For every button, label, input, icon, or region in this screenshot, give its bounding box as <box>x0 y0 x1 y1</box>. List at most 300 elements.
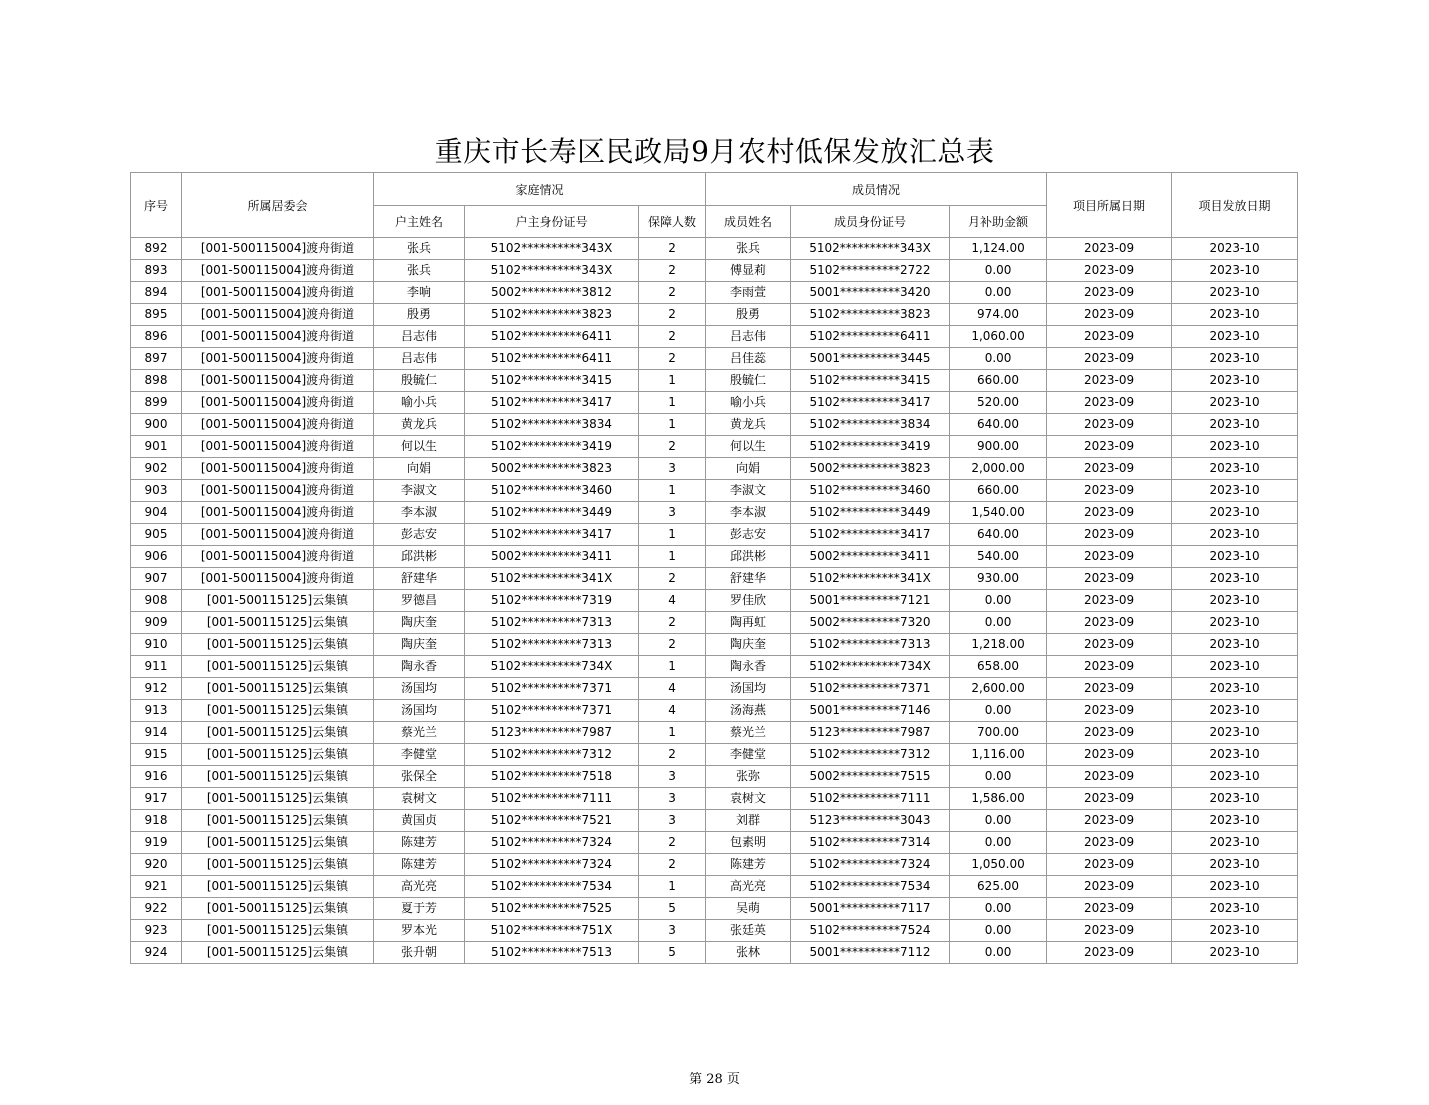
header-amount: 月补助金额 <box>950 206 1047 238</box>
release-date-cell: 2023-10 <box>1172 898 1298 920</box>
header-member-name: 成员姓名 <box>706 206 791 238</box>
seq-cell: 905 <box>131 524 182 546</box>
count-cell: 1 <box>639 414 706 436</box>
amount-cell: 1,540.00 <box>950 502 1047 524</box>
head-id-cell: 5102**********3834 <box>465 414 639 436</box>
count-cell: 4 <box>639 590 706 612</box>
head-id-cell: 5102**********7518 <box>465 766 639 788</box>
count-cell: 2 <box>639 612 706 634</box>
committee-cell: [001-500115125]云集镇 <box>182 832 374 854</box>
table-row <box>131 942 1298 964</box>
amount-cell: 625.00 <box>950 876 1047 898</box>
member-name-cell: 刘群 <box>706 810 791 832</box>
count-cell: 2 <box>639 568 706 590</box>
head-id-cell: 5123**********7987 <box>465 722 639 744</box>
committee-cell: [001-500115125]云集镇 <box>182 612 374 634</box>
amount-cell: 1,124.00 <box>950 238 1047 260</box>
seq-cell: 910 <box>131 634 182 656</box>
release-date-cell: 2023-10 <box>1172 810 1298 832</box>
head-name-cell: 李淑文 <box>374 480 465 502</box>
committee-cell: [001-500115004]渡舟街道 <box>182 260 374 282</box>
member-id-cell: 5102**********7314 <box>791 832 950 854</box>
member-id-cell: 5102**********341X <box>791 568 950 590</box>
seq-cell: 920 <box>131 854 182 876</box>
member-name-cell: 张廷英 <box>706 920 791 942</box>
project-date-cell: 2023-09 <box>1047 722 1172 744</box>
member-name-cell: 张弥 <box>706 766 791 788</box>
head-name-cell: 何以生 <box>374 436 465 458</box>
project-date-cell: 2023-09 <box>1047 766 1172 788</box>
committee-cell: [001-500115125]云集镇 <box>182 854 374 876</box>
release-date-cell: 2023-10 <box>1172 590 1298 612</box>
table-row <box>131 722 1298 744</box>
project-date-cell: 2023-09 <box>1047 546 1172 568</box>
table-row <box>131 876 1298 898</box>
head-id-cell: 5102**********7313 <box>465 634 639 656</box>
head-name-cell: 吕志伟 <box>374 348 465 370</box>
count-cell: 4 <box>639 700 706 722</box>
table-row <box>131 920 1298 942</box>
member-name-cell: 吕志伟 <box>706 326 791 348</box>
head-name-cell: 张保全 <box>374 766 465 788</box>
head-id-cell: 5102**********7521 <box>465 810 639 832</box>
count-cell: 2 <box>639 854 706 876</box>
page-number: 第 28 页 <box>689 1072 740 1087</box>
amount-cell: 640.00 <box>950 524 1047 546</box>
member-name-cell: 汤国均 <box>706 678 791 700</box>
committee-cell: [001-500115125]云集镇 <box>182 678 374 700</box>
amount-cell: 0.00 <box>950 348 1047 370</box>
head-id-cell: 5102**********343X <box>465 238 639 260</box>
table-row <box>131 304 1298 326</box>
header-project-date: 项目所属日期 <box>1047 173 1172 238</box>
release-date-cell: 2023-10 <box>1172 260 1298 282</box>
committee-cell: [001-500115004]渡舟街道 <box>182 392 374 414</box>
member-id-cell: 5123**********3043 <box>791 810 950 832</box>
member-id-cell: 5102**********3834 <box>791 414 950 436</box>
amount-cell: 658.00 <box>950 656 1047 678</box>
committee-cell: [001-500115004]渡舟街道 <box>182 480 374 502</box>
head-name-cell: 高光亮 <box>374 876 465 898</box>
member-name-cell: 吴萌 <box>706 898 791 920</box>
amount-cell: 0.00 <box>950 766 1047 788</box>
head-id-cell: 5102**********6411 <box>465 326 639 348</box>
header-family-group: 家庭情况 <box>374 173 706 206</box>
amount-cell: 930.00 <box>950 568 1047 590</box>
head-id-cell: 5102**********7324 <box>465 832 639 854</box>
member-name-cell: 陶庆奎 <box>706 634 791 656</box>
release-date-cell: 2023-10 <box>1172 678 1298 700</box>
member-id-cell: 5102**********734X <box>791 656 950 678</box>
head-id-cell: 5102**********7371 <box>465 700 639 722</box>
committee-cell: [001-500115125]云集镇 <box>182 700 374 722</box>
amount-cell: 700.00 <box>950 722 1047 744</box>
release-date-cell: 2023-10 <box>1172 436 1298 458</box>
seq-cell: 916 <box>131 766 182 788</box>
release-date-cell: 2023-10 <box>1172 722 1298 744</box>
member-id-cell: 5001**********7117 <box>791 898 950 920</box>
committee-cell: [001-500115004]渡舟街道 <box>182 414 374 436</box>
head-id-cell: 5102**********7525 <box>465 898 639 920</box>
amount-cell: 1,218.00 <box>950 634 1047 656</box>
seq-cell: 896 <box>131 326 182 348</box>
member-name-cell: 蔡光兰 <box>706 722 791 744</box>
member-id-cell: 5102**********6411 <box>791 326 950 348</box>
table-row <box>131 546 1298 568</box>
committee-cell: [001-500115125]云集镇 <box>182 898 374 920</box>
amount-cell: 660.00 <box>950 480 1047 502</box>
committee-cell: [001-500115004]渡舟街道 <box>182 326 374 348</box>
release-date-cell: 2023-10 <box>1172 744 1298 766</box>
seq-cell: 921 <box>131 876 182 898</box>
table-row <box>131 480 1298 502</box>
member-name-cell: 李健堂 <box>706 744 791 766</box>
project-date-cell: 2023-09 <box>1047 942 1172 964</box>
table-row <box>131 370 1298 392</box>
amount-cell: 0.00 <box>950 612 1047 634</box>
count-cell: 2 <box>639 832 706 854</box>
seq-cell: 924 <box>131 942 182 964</box>
member-id-cell: 5102**********7312 <box>791 744 950 766</box>
head-id-cell: 5102**********7111 <box>465 788 639 810</box>
member-id-cell: 5102**********3419 <box>791 436 950 458</box>
count-cell: 2 <box>639 282 706 304</box>
seq-cell: 894 <box>131 282 182 304</box>
head-name-cell: 张兵 <box>374 260 465 282</box>
release-date-cell: 2023-10 <box>1172 326 1298 348</box>
head-name-cell: 李健堂 <box>374 744 465 766</box>
release-date-cell: 2023-10 <box>1172 524 1298 546</box>
head-name-cell: 罗本光 <box>374 920 465 942</box>
seq-cell: 895 <box>131 304 182 326</box>
member-name-cell: 陶永香 <box>706 656 791 678</box>
table-row <box>131 854 1298 876</box>
head-name-cell: 蔡光兰 <box>374 722 465 744</box>
seq-cell: 892 <box>131 238 182 260</box>
member-name-cell: 李淑文 <box>706 480 791 502</box>
project-date-cell: 2023-09 <box>1047 700 1172 722</box>
table-row <box>131 238 1298 260</box>
head-id-cell: 5102**********751X <box>465 920 639 942</box>
committee-cell: [001-500115004]渡舟街道 <box>182 238 374 260</box>
head-name-cell: 邱洪彬 <box>374 546 465 568</box>
project-date-cell: 2023-09 <box>1047 436 1172 458</box>
member-id-cell: 5102**********3417 <box>791 524 950 546</box>
release-date-cell: 2023-10 <box>1172 568 1298 590</box>
header-committee: 所属居委会 <box>182 173 374 238</box>
table-row <box>131 678 1298 700</box>
project-date-cell: 2023-09 <box>1047 370 1172 392</box>
amount-cell: 0.00 <box>950 590 1047 612</box>
count-cell: 2 <box>639 634 706 656</box>
project-date-cell: 2023-09 <box>1047 854 1172 876</box>
project-date-cell: 2023-09 <box>1047 590 1172 612</box>
member-id-cell: 5002**********3823 <box>791 458 950 480</box>
header-seq: 序号 <box>131 173 182 238</box>
project-date-cell: 2023-09 <box>1047 502 1172 524</box>
count-cell: 1 <box>639 524 706 546</box>
amount-cell: 640.00 <box>950 414 1047 436</box>
amount-cell: 0.00 <box>950 810 1047 832</box>
table-row <box>131 766 1298 788</box>
seq-cell: 911 <box>131 656 182 678</box>
member-id-cell: 5102**********3460 <box>791 480 950 502</box>
count-cell: 4 <box>639 678 706 700</box>
head-id-cell: 5102**********3823 <box>465 304 639 326</box>
release-date-cell: 2023-10 <box>1172 788 1298 810</box>
project-date-cell: 2023-09 <box>1047 678 1172 700</box>
header-release-date: 项目发放日期 <box>1172 173 1298 238</box>
member-name-cell: 张兵 <box>706 238 791 260</box>
table-row <box>131 326 1298 348</box>
release-date-cell: 2023-10 <box>1172 832 1298 854</box>
head-id-cell: 5102**********734X <box>465 656 639 678</box>
seq-cell: 897 <box>131 348 182 370</box>
member-name-cell: 高光亮 <box>706 876 791 898</box>
table-row <box>131 392 1298 414</box>
committee-cell: [001-500115004]渡舟街道 <box>182 436 374 458</box>
committee-cell: [001-500115125]云集镇 <box>182 656 374 678</box>
release-date-cell: 2023-10 <box>1172 348 1298 370</box>
release-date-cell: 2023-10 <box>1172 414 1298 436</box>
table-row <box>131 612 1298 634</box>
member-name-cell: 汤海燕 <box>706 700 791 722</box>
member-name-cell: 傅显莉 <box>706 260 791 282</box>
head-id-cell: 5002**********3812 <box>465 282 639 304</box>
table-row <box>131 656 1298 678</box>
seq-cell: 909 <box>131 612 182 634</box>
head-name-cell: 张升朝 <box>374 942 465 964</box>
seq-cell: 907 <box>131 568 182 590</box>
release-date-cell: 2023-10 <box>1172 304 1298 326</box>
member-name-cell: 罗佳欣 <box>706 590 791 612</box>
head-id-cell: 5102**********3415 <box>465 370 639 392</box>
project-date-cell: 2023-09 <box>1047 656 1172 678</box>
seq-cell: 899 <box>131 392 182 414</box>
amount-cell: 0.00 <box>950 942 1047 964</box>
seq-cell: 923 <box>131 920 182 942</box>
count-cell: 2 <box>639 260 706 282</box>
amount-cell: 0.00 <box>950 920 1047 942</box>
amount-cell: 0.00 <box>950 282 1047 304</box>
table-row <box>131 524 1298 546</box>
head-name-cell: 彭志安 <box>374 524 465 546</box>
member-id-cell: 5102**********343X <box>791 238 950 260</box>
project-date-cell: 2023-09 <box>1047 282 1172 304</box>
head-id-cell: 5102**********3460 <box>465 480 639 502</box>
count-cell: 3 <box>639 766 706 788</box>
member-name-cell: 吕佳蕊 <box>706 348 791 370</box>
project-date-cell: 2023-09 <box>1047 744 1172 766</box>
head-name-cell: 喻小兵 <box>374 392 465 414</box>
seq-cell: 918 <box>131 810 182 832</box>
seq-cell: 922 <box>131 898 182 920</box>
count-cell: 3 <box>639 458 706 480</box>
project-date-cell: 2023-09 <box>1047 348 1172 370</box>
release-date-cell: 2023-10 <box>1172 392 1298 414</box>
committee-cell: [001-500115125]云集镇 <box>182 744 374 766</box>
head-name-cell: 陶庆奎 <box>374 612 465 634</box>
member-id-cell: 5102**********7111 <box>791 788 950 810</box>
release-date-cell: 2023-10 <box>1172 612 1298 634</box>
committee-cell: [001-500115125]云集镇 <box>182 920 374 942</box>
amount-cell: 974.00 <box>950 304 1047 326</box>
count-cell: 2 <box>639 238 706 260</box>
member-id-cell: 5002**********7320 <box>791 612 950 634</box>
member-name-cell: 舒建华 <box>706 568 791 590</box>
member-id-cell: 5102**********7371 <box>791 678 950 700</box>
member-name-cell: 向娟 <box>706 458 791 480</box>
head-name-cell: 陶庆奎 <box>374 634 465 656</box>
seq-cell: 900 <box>131 414 182 436</box>
table-row <box>131 832 1298 854</box>
head-name-cell: 陈建芳 <box>374 854 465 876</box>
count-cell: 1 <box>639 546 706 568</box>
summary-table <box>130 172 1298 964</box>
head-id-cell: 5102**********341X <box>465 568 639 590</box>
committee-cell: [001-500115125]云集镇 <box>182 788 374 810</box>
release-date-cell: 2023-10 <box>1172 876 1298 898</box>
amount-cell: 1,116.00 <box>950 744 1047 766</box>
amount-cell: 0.00 <box>950 700 1047 722</box>
project-date-cell: 2023-09 <box>1047 260 1172 282</box>
release-date-cell: 2023-10 <box>1172 854 1298 876</box>
release-date-cell: 2023-10 <box>1172 282 1298 304</box>
table-row <box>131 282 1298 304</box>
committee-cell: [001-500115004]渡舟街道 <box>182 502 374 524</box>
project-date-cell: 2023-09 <box>1047 788 1172 810</box>
project-date-cell: 2023-09 <box>1047 612 1172 634</box>
member-name-cell: 张林 <box>706 942 791 964</box>
committee-cell: [001-500115125]云集镇 <box>182 766 374 788</box>
count-cell: 2 <box>639 326 706 348</box>
seq-cell: 893 <box>131 260 182 282</box>
committee-cell: [001-500115125]云集镇 <box>182 634 374 656</box>
head-name-cell: 殷毓仁 <box>374 370 465 392</box>
amount-cell: 1,060.00 <box>950 326 1047 348</box>
head-id-cell: 5102**********7534 <box>465 876 639 898</box>
member-name-cell: 殷勇 <box>706 304 791 326</box>
seq-cell: 904 <box>131 502 182 524</box>
head-name-cell: 殷勇 <box>374 304 465 326</box>
header-head-id: 户主身份证号 <box>465 206 639 238</box>
project-date-cell: 2023-09 <box>1047 480 1172 502</box>
table-row <box>131 634 1298 656</box>
project-date-cell: 2023-09 <box>1047 568 1172 590</box>
project-date-cell: 2023-09 <box>1047 304 1172 326</box>
member-name-cell: 殷毓仁 <box>706 370 791 392</box>
head-id-cell: 5002**********3823 <box>465 458 639 480</box>
head-id-cell: 5102**********7371 <box>465 678 639 700</box>
page-title: 重庆市长寿区民政局9月农村低保发放汇总表 <box>434 135 995 168</box>
head-id-cell: 5102**********3419 <box>465 436 639 458</box>
project-date-cell: 2023-09 <box>1047 524 1172 546</box>
seq-cell: 912 <box>131 678 182 700</box>
head-id-cell: 5102**********7513 <box>465 942 639 964</box>
project-date-cell: 2023-09 <box>1047 458 1172 480</box>
seq-cell: 915 <box>131 744 182 766</box>
seq-cell: 903 <box>131 480 182 502</box>
release-date-cell: 2023-10 <box>1172 942 1298 964</box>
amount-cell: 2,600.00 <box>950 678 1047 700</box>
committee-cell: [001-500115125]云集镇 <box>182 942 374 964</box>
release-date-cell: 2023-10 <box>1172 370 1298 392</box>
release-date-cell: 2023-10 <box>1172 546 1298 568</box>
head-name-cell: 李响 <box>374 282 465 304</box>
project-date-cell: 2023-09 <box>1047 238 1172 260</box>
amount-cell: 660.00 <box>950 370 1047 392</box>
member-id-cell: 5102**********7324 <box>791 854 950 876</box>
table-row <box>131 700 1298 722</box>
amount-cell: 1,050.00 <box>950 854 1047 876</box>
member-id-cell: 5102**********3823 <box>791 304 950 326</box>
head-name-cell: 李本淑 <box>374 502 465 524</box>
seq-cell: 919 <box>131 832 182 854</box>
committee-cell: [001-500115004]渡舟街道 <box>182 282 374 304</box>
seq-cell: 914 <box>131 722 182 744</box>
head-name-cell: 黄龙兵 <box>374 414 465 436</box>
head-name-cell: 张兵 <box>374 238 465 260</box>
project-date-cell: 2023-09 <box>1047 810 1172 832</box>
amount-cell: 0.00 <box>950 898 1047 920</box>
member-id-cell: 5102**********7524 <box>791 920 950 942</box>
count-cell: 1 <box>639 656 706 678</box>
committee-cell: [001-500115004]渡舟街道 <box>182 458 374 480</box>
table-row <box>131 260 1298 282</box>
member-id-cell: 5102**********3449 <box>791 502 950 524</box>
member-id-cell: 5102**********7313 <box>791 634 950 656</box>
committee-cell: [001-500115004]渡舟街道 <box>182 348 374 370</box>
table-row <box>131 502 1298 524</box>
count-cell: 3 <box>639 810 706 832</box>
count-cell: 5 <box>639 898 706 920</box>
head-id-cell: 5102**********3417 <box>465 524 639 546</box>
member-name-cell: 黄龙兵 <box>706 414 791 436</box>
member-id-cell: 5102**********3415 <box>791 370 950 392</box>
header-count: 保障人数 <box>639 206 706 238</box>
project-date-cell: 2023-09 <box>1047 414 1172 436</box>
amount-cell: 0.00 <box>950 832 1047 854</box>
member-name-cell: 李本淑 <box>706 502 791 524</box>
count-cell: 3 <box>639 920 706 942</box>
member-id-cell: 5102**********2722 <box>791 260 950 282</box>
head-name-cell: 袁树文 <box>374 788 465 810</box>
table-row <box>131 810 1298 832</box>
release-date-cell: 2023-10 <box>1172 634 1298 656</box>
header-member-id: 成员身份证号 <box>791 206 950 238</box>
member-id-cell: 5002**********7515 <box>791 766 950 788</box>
table-row <box>131 436 1298 458</box>
member-id-cell: 5102**********7534 <box>791 876 950 898</box>
table-row <box>131 348 1298 370</box>
member-id-cell: 5001**********3420 <box>791 282 950 304</box>
release-date-cell: 2023-10 <box>1172 458 1298 480</box>
committee-cell: [001-500115125]云集镇 <box>182 722 374 744</box>
project-date-cell: 2023-09 <box>1047 634 1172 656</box>
table-row <box>131 744 1298 766</box>
table-row <box>131 414 1298 436</box>
project-date-cell: 2023-09 <box>1047 326 1172 348</box>
table-row <box>131 788 1298 810</box>
head-name-cell: 罗德昌 <box>374 590 465 612</box>
head-name-cell: 陶永香 <box>374 656 465 678</box>
count-cell: 1 <box>639 392 706 414</box>
committee-cell: [001-500115125]云集镇 <box>182 810 374 832</box>
member-id-cell: 5001**********7112 <box>791 942 950 964</box>
head-name-cell: 夏于芳 <box>374 898 465 920</box>
amount-cell: 520.00 <box>950 392 1047 414</box>
seq-cell: 902 <box>131 458 182 480</box>
